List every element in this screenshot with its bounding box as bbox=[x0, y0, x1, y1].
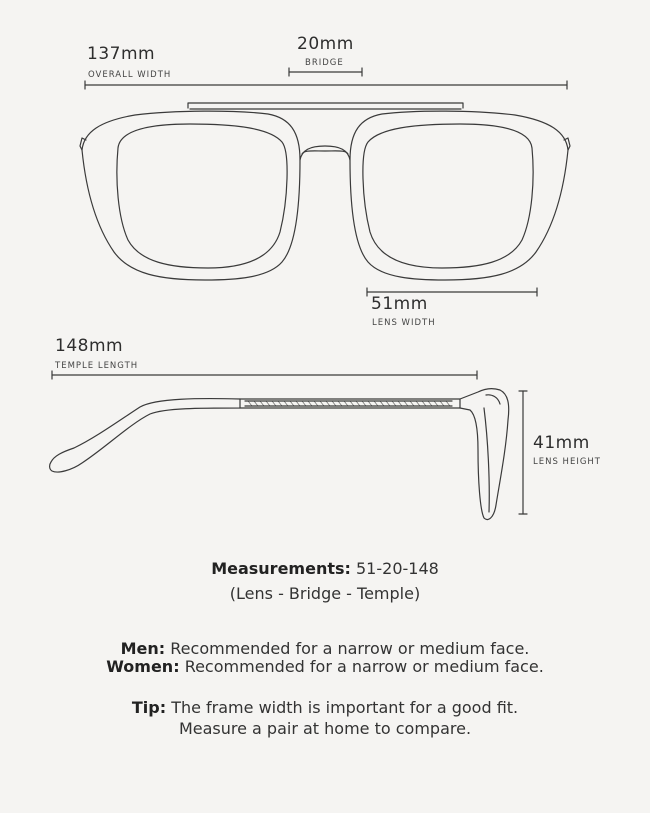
temple-length-measure-line bbox=[52, 371, 477, 379]
left-lens bbox=[117, 124, 287, 268]
women-label: Women: bbox=[106, 657, 180, 676]
right-lens bbox=[363, 124, 533, 268]
lens-width-value: 51mm bbox=[371, 294, 428, 314]
top-brow-bar bbox=[188, 103, 463, 108]
measurements-heading: Measurements: bbox=[211, 559, 351, 578]
tip-line-2: Measure a pair at home to compare. bbox=[178, 719, 472, 738]
tip-text-1: The frame width is important for a good fit. bbox=[171, 698, 519, 717]
temple-arm bbox=[50, 399, 240, 472]
tip-label: Tip: bbox=[131, 698, 167, 717]
temple-length-label: TEMPLE LENGTH bbox=[55, 361, 139, 371]
overall-width-measure-line bbox=[85, 81, 567, 89]
men-text: Recommended for a narrow or medium face. bbox=[170, 639, 530, 658]
lens-height-measure-line bbox=[519, 391, 527, 514]
bridge-value: 20mm bbox=[297, 34, 354, 54]
bridge-label: BRIDGE bbox=[305, 58, 344, 68]
bridge-measure-line bbox=[289, 68, 362, 76]
measurements-legend: (Lens - Bridge - Temple) bbox=[229, 584, 421, 603]
temple-pattern bbox=[248, 401, 450, 406]
temple-length-value: 148mm bbox=[55, 336, 124, 356]
frame-side-view bbox=[50, 389, 509, 520]
nose-bridge bbox=[300, 146, 350, 160]
women-recommendation bbox=[0, 656, 650, 677]
men-label: Men: bbox=[120, 639, 166, 658]
right-frame-outline bbox=[350, 111, 568, 280]
overall-width-value: 137mm bbox=[87, 44, 156, 64]
lens-height-label: LENS HEIGHT bbox=[533, 457, 602, 467]
frame-front-view bbox=[80, 103, 570, 280]
measurements-value: 51-20-148 bbox=[356, 559, 439, 578]
lens-height-value: 41mm bbox=[533, 433, 590, 453]
women-text: Recommended for a narrow or medium face. bbox=[184, 657, 544, 676]
measurements-line bbox=[0, 558, 650, 579]
lens-width-label: LENS WIDTH bbox=[372, 318, 436, 328]
tip-line-1 bbox=[0, 697, 650, 718]
temple-hinge-section bbox=[240, 399, 460, 408]
overall-width-label: OVERALL WIDTH bbox=[88, 70, 172, 80]
left-frame-outline bbox=[82, 111, 300, 280]
